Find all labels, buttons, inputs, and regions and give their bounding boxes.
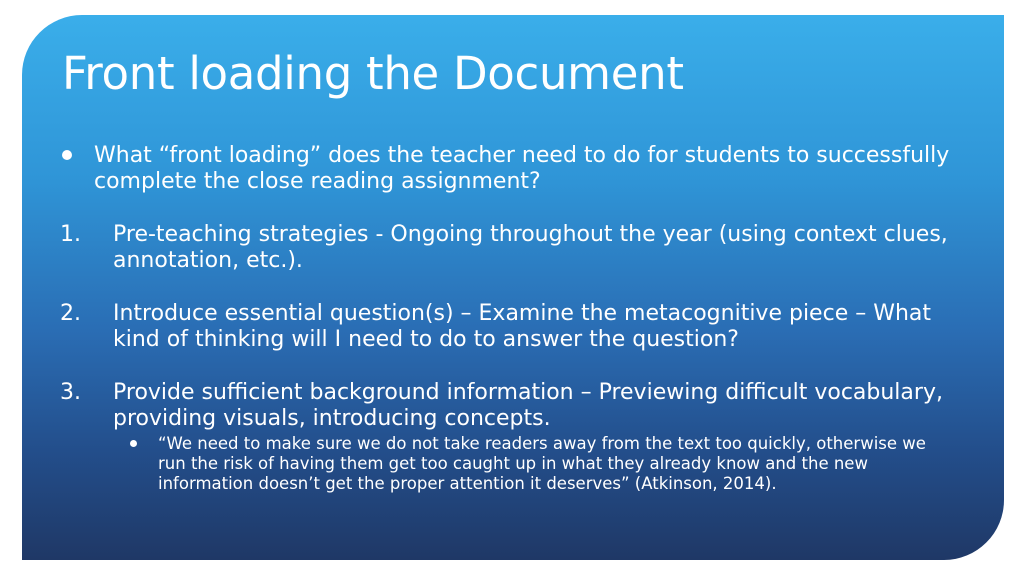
bullet-dot-icon bbox=[62, 150, 72, 160]
quote-bullet bbox=[58, 434, 958, 494]
slide-title: Front loading the Document bbox=[62, 47, 684, 100]
slide-body bbox=[58, 143, 958, 494]
item-number: 3. bbox=[60, 380, 81, 405]
numbered-item-1 bbox=[58, 222, 958, 274]
numbered-item-2 bbox=[58, 301, 958, 353]
item-text: Pre-teaching strategies - Ongoing throughout the year (using context clues, annotation, etc.). bbox=[113, 222, 948, 273]
item-number: 2. bbox=[60, 301, 81, 326]
intro-bullet bbox=[58, 143, 958, 195]
intro-text: What “front loading” does the teacher need to do for students to successfully complete the close reading assignment? bbox=[94, 143, 950, 194]
item-number: 1. bbox=[60, 222, 81, 247]
sub-bullet-dot-icon bbox=[130, 440, 137, 447]
item-text: Introduce essential question(s) – Examine the metacognitive piece – What kind of thinking will I need to do to answer the question? bbox=[113, 301, 932, 352]
slide-panel bbox=[22, 15, 1004, 560]
quote-text: “We need to make sure we do not take readers away from the text too quickly, otherwise we run the risk of having them get too caught up in what they already know and the new information doesn’t get the proper attention it deserves” (Atkinson, 2014). bbox=[158, 434, 926, 493]
numbered-item-3 bbox=[58, 380, 958, 432]
item-text: Provide sufficient background information – Previewing difficult vocabulary, providing visuals, introducing concepts. bbox=[113, 380, 943, 431]
